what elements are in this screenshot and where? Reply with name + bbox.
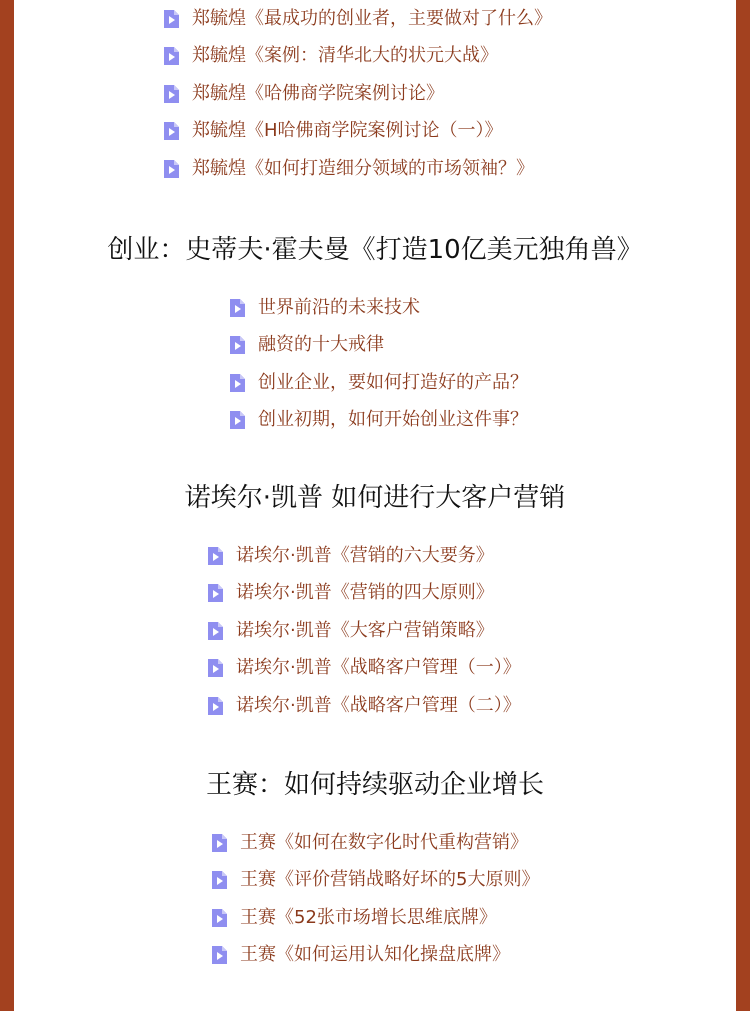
- item-label: 诺埃尔·凯普《大客户营销策略》: [236, 619, 494, 641]
- item-label: 融资的十大戒律: [258, 334, 384, 356]
- list-item[interactable]: [210, 862, 539, 900]
- play-document-icon: [210, 908, 228, 928]
- left-border: [0, 0, 14, 1011]
- list-item[interactable]: [228, 402, 528, 440]
- play-document-icon: [228, 298, 246, 318]
- play-document-icon: [206, 621, 224, 641]
- list-item[interactable]: [228, 327, 528, 365]
- list-item[interactable]: [206, 612, 521, 650]
- item-label: 王赛《52张市场增长思维底牌》: [240, 906, 497, 928]
- item-label: 世界前沿的未来技术: [258, 296, 420, 318]
- play-document-icon: [210, 945, 228, 965]
- item-label: 王赛《如何在数字化时代重构营销》: [240, 831, 528, 853]
- item-label: 郑毓煌《哈佛商学院案例讨论》: [192, 82, 444, 104]
- play-document-icon: [206, 546, 224, 566]
- item-label: 郑毓煌《H哈佛商学院案例讨论（一）》: [192, 120, 503, 142]
- item-label: 诺埃尔·凯普《营销的六大要务》: [236, 544, 494, 566]
- item-label: 诺埃尔·凯普《营销的四大原则》: [236, 582, 494, 604]
- course-list: [14, 0, 736, 1011]
- section-zheng-list: [162, 0, 552, 188]
- item-label: 郑毓煌《案例：清华北大的状元大战》: [192, 45, 498, 67]
- item-label: 诺埃尔·凯普《战略客户管理（二）》: [236, 694, 521, 716]
- play-document-icon: [210, 833, 228, 853]
- item-label: 王赛《评价营销战略好坏的5大原则》: [240, 869, 540, 891]
- section-capon-list: [206, 537, 521, 725]
- list-item[interactable]: [162, 0, 552, 38]
- play-document-icon: [162, 46, 180, 66]
- list-item[interactable]: [210, 937, 539, 975]
- play-document-icon: [206, 583, 224, 603]
- play-document-icon: [162, 121, 180, 141]
- item-label: 创业企业，要如何打造好的产品？: [258, 371, 528, 393]
- list-item[interactable]: [228, 364, 528, 402]
- item-label: 郑毓煌《如何打造细分领域的市场领袖？》: [192, 157, 534, 179]
- play-document-icon: [228, 335, 246, 355]
- item-label: 创业初期，如何开始创业这件事？: [258, 409, 528, 431]
- list-item[interactable]: [162, 75, 552, 113]
- list-item[interactable]: [162, 38, 552, 76]
- list-item[interactable]: [228, 289, 528, 327]
- play-document-icon: [162, 159, 180, 179]
- item-label: 王赛《如何运用认知化操盘底牌》: [240, 944, 510, 966]
- play-document-icon: [162, 84, 180, 104]
- item-label: 诺埃尔·凯普《战略客户管理（一）》: [236, 657, 521, 679]
- list-item[interactable]: [210, 899, 539, 937]
- play-document-icon: [162, 9, 180, 29]
- list-item[interactable]: [210, 824, 539, 862]
- list-item[interactable]: [206, 537, 521, 575]
- section-title: 诺埃尔·凯普 如何进行大客户营销: [184, 483, 566, 513]
- right-border: [736, 0, 750, 1011]
- play-document-icon: [228, 410, 246, 430]
- play-document-icon: [228, 373, 246, 393]
- section-title: 创业：史蒂夫·霍夫曼《打造10亿美元独角兽》: [107, 235, 643, 265]
- list-item[interactable]: [162, 113, 552, 151]
- play-document-icon: [206, 658, 224, 678]
- list-item[interactable]: [162, 150, 552, 188]
- list-item[interactable]: [206, 575, 521, 613]
- list-item[interactable]: [206, 687, 521, 725]
- item-label: 郑毓煌《最成功的创业者，主要做对了什么》: [192, 7, 552, 29]
- section-wangsai-list: [210, 824, 539, 974]
- play-document-icon: [210, 870, 228, 890]
- list-item[interactable]: [206, 650, 521, 688]
- play-document-icon: [206, 696, 224, 716]
- section-hoffman-list: [228, 289, 528, 439]
- section-title: 王赛：如何持续驱动企业增长: [205, 770, 544, 800]
